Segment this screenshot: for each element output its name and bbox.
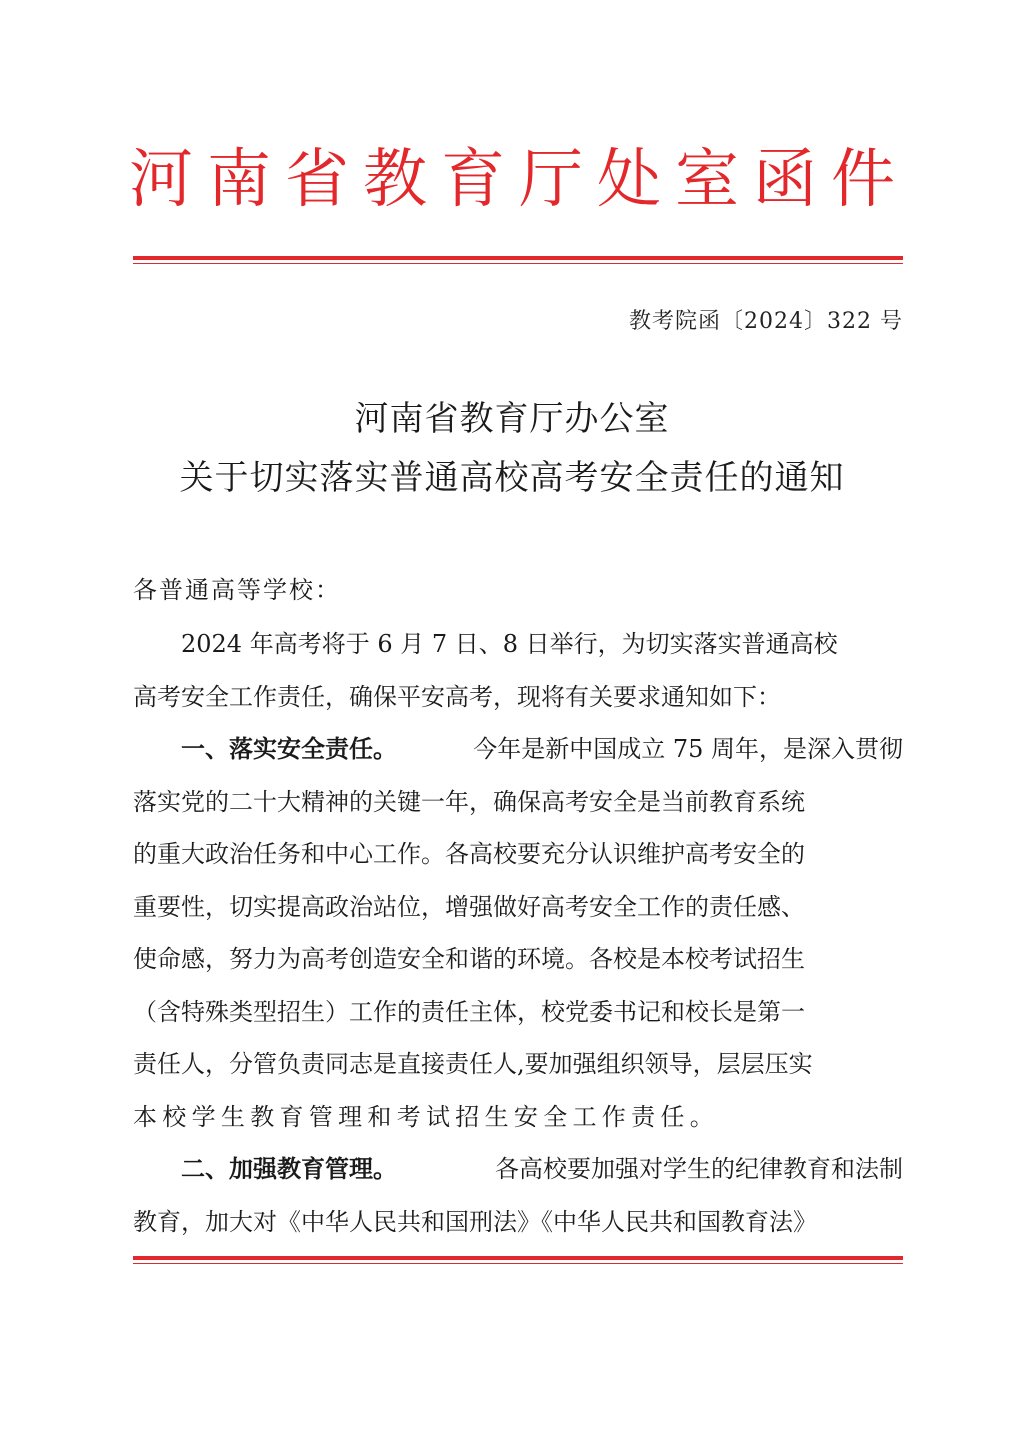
section2-heading: 二、加强教育管理。 [181,1155,397,1183]
section2-line-2: 教育，加大对《中华人民共和国刑法》《中华人民共和国教育法》 [133,1207,817,1236]
section1-line-5: 使命感，努力为高考创造安全和谐的环境。各校是本校考试招生 [133,945,805,973]
masthead-title: 河南省教育厅处室函件 [129,143,909,217]
section1-line-1: 今年是新中国成立 75 周年，是深入贯彻 [473,735,903,763]
paragraph-line [133,1091,903,1144]
document-number: 教考院函〔2024〕322 号 [629,309,903,334]
paragraph-line [133,1038,903,1091]
addressee: 各普通高等学校： [133,576,341,604]
paragraph-line [133,986,903,1039]
document-title-line2: 关于切实落实普通高校高考安全责任的通知 [179,458,845,498]
paragraph-line [133,828,903,881]
section1-line-4: 重要性，切实提高政治站位，增强做好高考安全工作的责任感、 [133,892,805,921]
paragraph-line [133,671,903,724]
intro-line-2: 高考安全工作责任，确保平安高考，现将有关要求通知如下： [133,682,781,711]
header-red-rule [133,256,903,264]
paragraph-line [133,776,903,829]
paragraph-line [133,881,903,934]
section1-line-6: （含特殊类型招生）工作的责任主体，校党委书记和校长是第一 [133,997,805,1026]
document-title-line1: 河南省教育厅办公室 [354,399,670,439]
section1-line-3: 的重大政治任务和中心工作。各高校要充分认识维护高考安全的 [133,840,805,868]
paragraph-line [133,723,903,776]
section1-heading: 一、落实安全责任。 [181,735,397,763]
section1-line-8: 本校学生教育管理和考试招生安全工作责任。 [133,1102,719,1131]
document-body [133,618,903,1248]
paragraph-line [133,618,903,671]
paragraph-line [133,933,903,986]
section1-line-7: 责任人，分管负责同志是直接责任人,要加强组织领导，层层压实 [133,1050,813,1078]
intro-line-1: 2024 年高考将于 6 月 7 日、8 日举行，为切实落实普通高校 [181,630,838,658]
paragraph-line [133,1196,903,1249]
footer-red-rule [133,1256,903,1264]
paragraph-line [133,1143,903,1196]
section2-line-1: 各高校要加强对学生的纪律教育和法制 [495,1155,903,1183]
section1-line-2: 落实党的二十大精神的关键一年，确保高考安全是当前教育系统 [133,787,805,816]
